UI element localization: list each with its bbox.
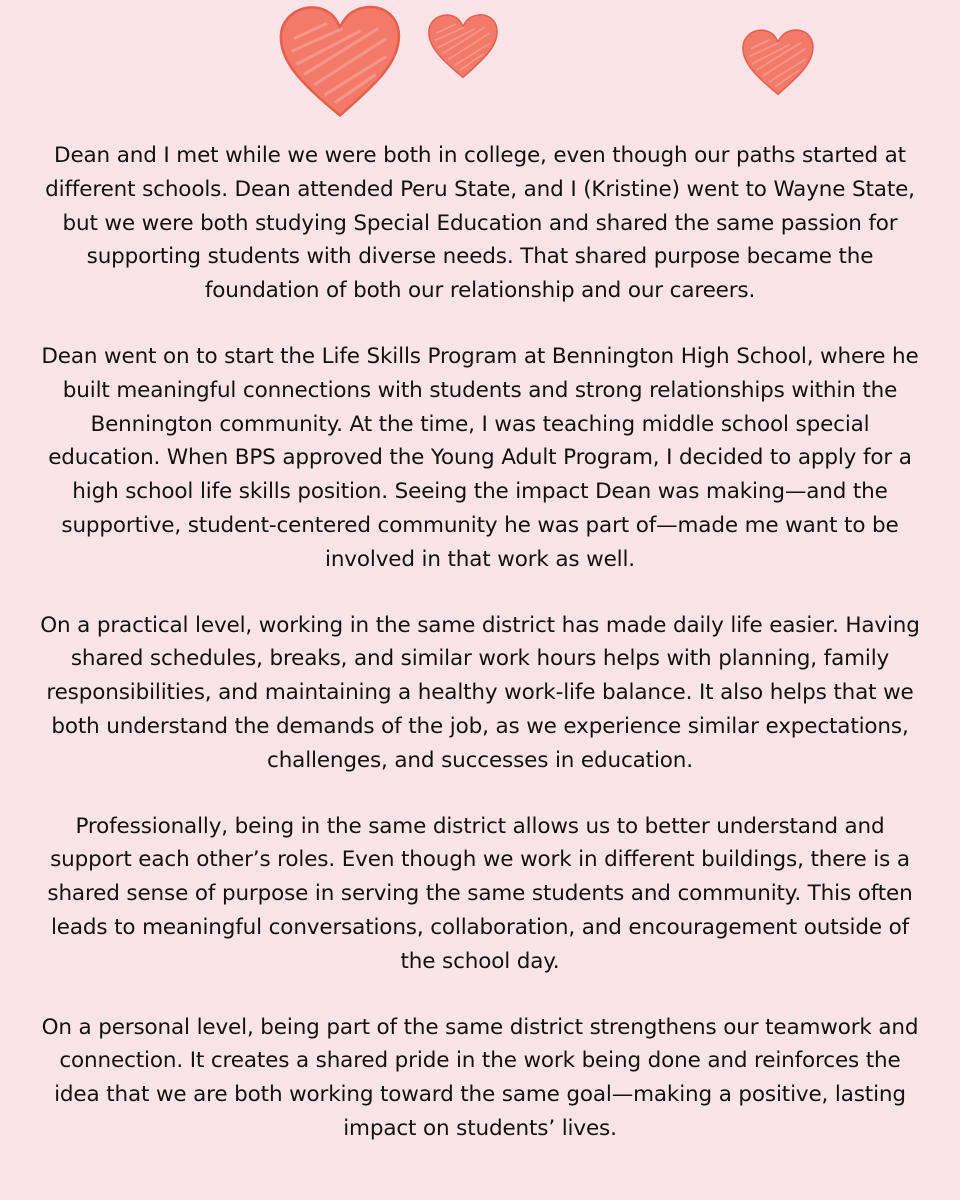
paragraph-professional-level: Professionally, being in the same district allows us to better understand and support each other’s roles. Even though we work in different buildings, there is a shared sense of purpose in serving the same students and community. This often leads to meaningful conversations, collaboration, and encouragement outside of the school day.	[47, 813, 913, 974]
paragraph-how-we-met: Dean and I met while we were both in college, even though our paths started at different schools. Dean attended Peru State, and I (Kristine) went to Wayne State, but we were both studying Special Education and shared the same passion for supporting students with diverse needs. That shared purpose became the foundation of both our relationship and our careers.	[45, 143, 915, 304]
heart-icon	[426, 10, 500, 82]
paragraph-personal-level: On a personal level, being part of the same district strengthens our teamwork and connection. It creates a shared pride in the work being done and reinforces the idea that we are both working toward the same goal—making a positive, lasting impact on students’ lives.	[41, 1014, 919, 1141]
heart-icon	[276, 0, 404, 122]
paragraph-practical-level: On a practical level, working in the same district has made daily life easier. Having shared schedules, breaks, and similar work hours helps with planning, family responsibilities, and maintaining a healthy work-life balance. It also helps that we both understand the demands of the job, as we experience similar expectations, challenges, and successes in education.	[40, 612, 920, 773]
article-body	[40, 139, 920, 1178]
heart-icon	[740, 24, 816, 100]
paragraph-career-path: Dean went on to start the Life Skills Program at Bennington High School, where he built meaningful connections with students and strong relationships within the Bennington community. At the time, I was teaching middle school special education. When BPS approved the Young Adult Program, I decided to apply for a high school life skills position. Seeing the impact Dean was making—and the supportive, student-centered community he was part of—made me want to be involved in that work as well.	[41, 343, 919, 572]
